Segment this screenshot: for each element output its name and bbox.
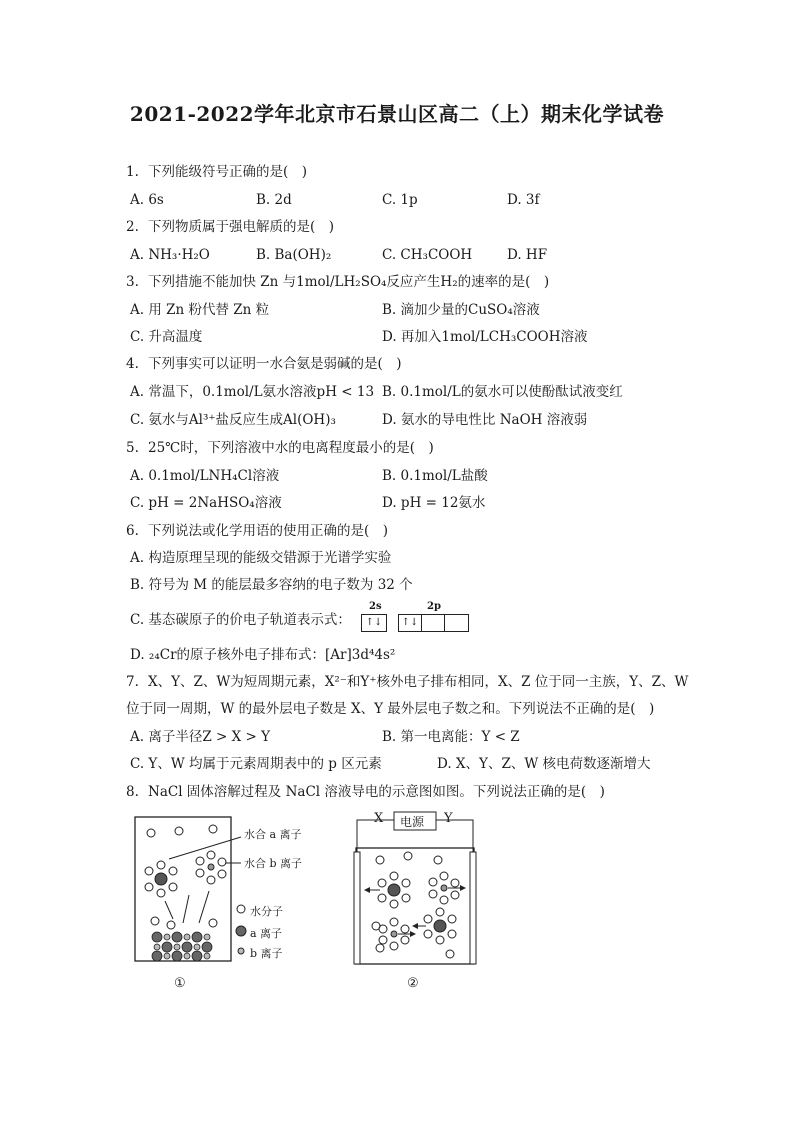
- option-d: D. ₂₄Cr的原子核外电子排布式：[Ar]3d⁴4s²: [130, 647, 396, 663]
- electrode-x-label: X: [374, 811, 384, 826]
- cell-container: [356, 848, 474, 964]
- option-a: A. NH₃·H₂O: [130, 247, 210, 263]
- option-c: C. Y、W 均属于元素周期表中的 p 区元素: [130, 756, 382, 772]
- option-c: C. 氨水与Al³⁺盐反应生成Al(OH)₃: [130, 412, 336, 428]
- option-b: B. 第一电离能：Y < Z: [382, 729, 520, 745]
- beaker: [135, 817, 231, 961]
- hydrated-b-ion-lower: [379, 918, 416, 950]
- option-a: A. 6s: [130, 192, 164, 208]
- orbital-box-2p: [398, 614, 469, 632]
- hydrated-a-ion: [145, 861, 177, 897]
- option-c: C. pH = 2NaHSO₄溶液: [130, 495, 282, 511]
- legend-hydrated-b: 水合 b 离子: [244, 857, 303, 870]
- orbital-cell: ↑↓: [399, 615, 422, 631]
- question-7: 7. X、Y、Z、W为短周期元素，X²⁻和Y⁺核外电子排布相同，X、Z 位于同一主族，Y、Z、W: [126, 674, 689, 690]
- hydrated-b-ion-migrating: [429, 872, 466, 904]
- option-a: A. 0.1mol/LNH₄Cl溶液: [130, 468, 280, 484]
- option-d: D. 再加入1mol/LCH₃COOH溶液: [382, 329, 588, 345]
- question-5: 5. 25℃时，下列溶液中水的电离程度最小的是( ): [126, 440, 434, 456]
- option-b: B. Ba(OH)₂: [256, 247, 332, 263]
- water-molecules: [372, 852, 454, 958]
- question-6: 6. 下列说法或化学用语的使用正确的是( ): [126, 523, 389, 539]
- question-4: 4. 下列事实可以证明一水合氨是弱碱的是( ): [126, 356, 402, 372]
- question-stem: 下列说法或化学用语的使用正确的是( ): [148, 523, 389, 539]
- legend-a-ion: a 离子: [250, 927, 283, 940]
- question-stem: NaCl 固体溶解过程及 NaCl 溶液导电的示意图如图。下列说法正确的是( ): [148, 784, 605, 800]
- hydrated-a-ion-migrating: [364, 872, 410, 908]
- option-a: A. 离子半径Z > X > Y: [130, 729, 271, 745]
- question-stem: 下列能级符号正确的是( ): [148, 164, 308, 180]
- orbital-cell: [445, 615, 467, 631]
- orbital-box-2s: [361, 614, 387, 632]
- option-c: C. 升高温度: [130, 329, 203, 345]
- option-d: D. 氨水的导电性比 NaOH 溶液弱: [382, 412, 588, 428]
- option-b: B. 0.1mol/L盐酸: [382, 468, 488, 484]
- arrows: [165, 837, 241, 923]
- hydrated-b-ion: [196, 851, 226, 884]
- orbital-label-2s: 2s: [369, 601, 382, 612]
- option-b: B. 2d: [256, 192, 292, 208]
- option-b: B. 滴加少量的CuSO₄溶液: [382, 302, 540, 318]
- option-d: D. 3f: [507, 192, 540, 208]
- figure-conduction: [350, 808, 480, 968]
- paper-title: 2021-2022学年北京市石景山区高二（上）期末化学试卷: [129, 102, 665, 126]
- figure-2-caption: ②: [407, 976, 419, 991]
- question-1: 1. 下列能级符号正确的是( ): [126, 164, 308, 180]
- option-d: D. pH = 12氨水: [382, 495, 486, 511]
- option-c: C. 1p: [382, 192, 418, 208]
- electrode-y-label: Y: [444, 811, 453, 826]
- option-c: C. CH₃COOH: [382, 247, 473, 263]
- nacl-crystal: [152, 932, 212, 961]
- orbital-label-2p: 2p: [427, 601, 441, 612]
- option-d: D. X、Y、Z、W 核电荷数逐渐增大: [437, 756, 651, 772]
- orbital-cell: ↑↓: [365, 617, 383, 628]
- hydrated-a-ion-lower: [412, 908, 456, 944]
- question-7-stem-continued: 位于同一周期，W 的最外层电子数是 X、Y 最外层电子数之和。下列说法不正确的是( ): [126, 701, 655, 717]
- legend-water: 水分子: [250, 905, 283, 918]
- option-a: A. 构造原理呈现的能级交错源于光谱学实验: [130, 550, 392, 566]
- legend-hydrated-a: 水合 a 离子: [244, 828, 302, 841]
- option-a: A. 常温下，0.1mol/L氨水溶液pH < 13: [130, 384, 375, 400]
- electrode-y: [470, 852, 476, 964]
- option-a: A. 用 Zn 粉代替 Zn 粒: [130, 302, 270, 318]
- legend-b-ion: b 离子: [250, 947, 283, 960]
- question-stem: X、Y、Z、W为短周期元素，X²⁻和Y⁺核外电子排布相同，X、Z 位于同一主族，Y、Z、W: [148, 674, 689, 690]
- question-3: 3. 下列措施不能加快 Zn 与1mol/LH₂SO₄反应产生H₂的速率的是( ): [126, 274, 550, 290]
- electrode-x: [354, 852, 360, 964]
- power-label: 电源: [400, 815, 425, 829]
- question-8: 8. NaCl 固体溶解过程及 NaCl 溶液导电的示意图如图。下列说法正确的是( ): [126, 784, 605, 800]
- orbital-cell: [422, 615, 445, 631]
- option-c: C. 基态碳原子的价电子轨道表示式：: [130, 612, 351, 628]
- question-2: 2. 下列物质属于强电解质的是( ): [126, 219, 335, 235]
- figure-1-caption: ①: [174, 976, 186, 991]
- option-b: B. 0.1mol/L的氨水可以使酚酞试液变红: [382, 384, 623, 400]
- question-stem: 下列措施不能加快 Zn 与1mol/LH₂SO₄反应产生H₂的速率的是( ): [148, 274, 550, 290]
- question-stem: 下列物质属于强电解质的是( ): [148, 219, 335, 235]
- wire-y: [436, 820, 473, 852]
- option-b: B. 符号为 M 的能层最多容纳的电子数为 32 个: [130, 577, 413, 593]
- legend-symbols: [236, 905, 246, 954]
- question-stem: 下列事实可以证明一水合氨是弱碱的是( ): [148, 356, 402, 372]
- question-stem: 25℃时，下列溶液中水的电离程度最小的是( ): [148, 440, 434, 456]
- option-d: D. HF: [507, 247, 548, 263]
